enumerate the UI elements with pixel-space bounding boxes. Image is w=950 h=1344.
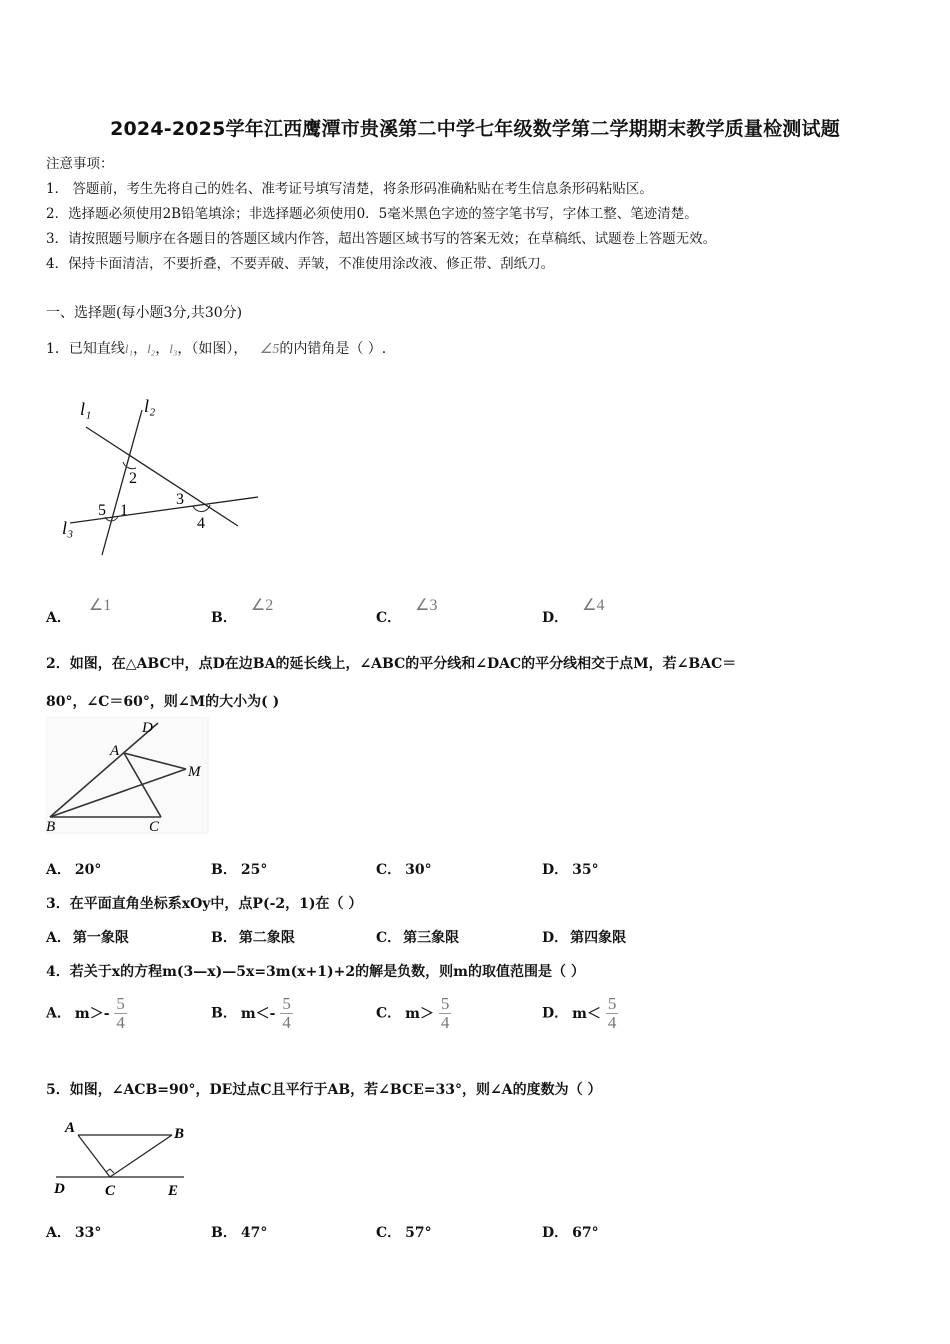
q1-line-l2: l₂ bbox=[147, 341, 156, 356]
q1-fig-l3: l₃ bbox=[62, 518, 74, 538]
q4-option-a[interactable]: A． m＞- $\frac{5}{4}$ bbox=[46, 994, 125, 1032]
q5-fig-A: A bbox=[65, 1120, 76, 1136]
question-1-stem bbox=[46, 338, 386, 358]
question-4-stem: 4．若关于x的方程m(3—x)—5x=3m(x+1)+2的解是负数，则m的取值范围是（ ） bbox=[46, 964, 585, 980]
q1-fig-angle-5: 5 bbox=[98, 502, 106, 519]
q5-figure bbox=[50, 1115, 200, 1201]
q5-line-bc bbox=[110, 1135, 172, 1177]
q1-fig-angle-4: 4 bbox=[197, 515, 205, 532]
q2-option-c[interactable]: C． 30° bbox=[376, 862, 432, 878]
section-heading: 一、选择题(每小题3分,共30分) bbox=[46, 305, 243, 321]
note-item: 1． 答题前，考生先将自己的姓名、准考证号填写清楚，将条形码准确粘贴在考生信息条形码粘贴区。 bbox=[46, 181, 653, 197]
q2-option-d[interactable]: D． 35° bbox=[542, 862, 599, 878]
question-3-stem: 3．在平面直角坐标系xOy中，点P(-2，1)在（ ） bbox=[46, 896, 363, 912]
q2-fig-D: D bbox=[142, 720, 153, 736]
q1-fig-angle-2: 2 bbox=[129, 470, 137, 487]
q1-sep: ， bbox=[155, 341, 170, 357]
question-5-stem: 5．如图，∠ACB=90°，DE过点C且平行于AB，若∠BCE=33°，则∠A的度数为（ ） bbox=[46, 1082, 602, 1098]
q1-fig-l2: l₂ bbox=[144, 396, 156, 416]
q1-fig-angle-3: 3 bbox=[176, 491, 184, 508]
q4-option-d[interactable]: D． m＜ $\frac{5}{4}$ bbox=[542, 994, 617, 1032]
q1-fig-l1: l₁ bbox=[80, 399, 92, 419]
q1-fig-angle-1: 1 bbox=[120, 502, 128, 519]
q2-fig-A: A bbox=[110, 743, 120, 759]
question-2-stem-line1: 2．如图，在△ABC中，点D在边BA的延长线上，∠ABC的平分线和∠DAC的平分线相交于点M，若∠BAC＝ bbox=[46, 656, 737, 672]
q4-option-b[interactable]: B． m＜- $\frac{5}{4}$ bbox=[211, 994, 291, 1032]
q1-sep: ， bbox=[133, 341, 148, 357]
q4-fraction: $\frac{5}{4}$ bbox=[282, 994, 291, 1032]
q3-option-a[interactable]: A． 第一象限 bbox=[46, 930, 129, 946]
q2-option-a[interactable]: A． 20° bbox=[46, 862, 102, 878]
q1-suffix: 的内错角是（ ）. bbox=[279, 341, 387, 357]
angle-2-arc bbox=[123, 462, 136, 469]
q1-prefix: 1．已知直线 bbox=[46, 341, 125, 357]
q1-line-l3: l₃ bbox=[169, 341, 178, 356]
q3-option-d[interactable]: D． 第四象限 bbox=[542, 930, 627, 946]
q1-mid: ，（如图）， bbox=[177, 341, 248, 357]
q1-option-d[interactable]: D．∠4 bbox=[542, 597, 605, 626]
question-2-stem-line2: 80°，∠C＝60°，则∠M的大小为( ) bbox=[46, 694, 280, 710]
q2-figure bbox=[46, 717, 211, 835]
q4-option-c[interactable]: C． m＞ $\frac{5}{4}$ bbox=[376, 994, 450, 1032]
q1-line-l1 bbox=[86, 427, 238, 526]
q5-option-c[interactable]: C． 57° bbox=[376, 1225, 432, 1241]
q3-option-b[interactable]: B． 第二象限 bbox=[211, 930, 295, 946]
note-item: 3．请按照题号顺序在各题目的答题区域内作答，超出答题区域书写的答案无效；在草稿纸、试题卷上答题无效。 bbox=[46, 231, 717, 247]
q5-fig-D: D bbox=[54, 1181, 65, 1197]
q1-line-l1: l₁ bbox=[124, 341, 134, 356]
q5-option-d[interactable]: D． 67° bbox=[542, 1225, 599, 1241]
note-item: 4．保持卡面清洁，不要折叠，不要弄破、弄皱，不准使用涂改液、修正带、刮纸刀。 bbox=[46, 256, 555, 272]
q1-option-b[interactable]: B．∠2 bbox=[211, 597, 274, 626]
note-item: 2．选择题必须使用2B铅笔填涂；非选择题必须使用0．5毫米黑色字迹的签字笔书写，字体工整、笔迹清楚。 bbox=[46, 206, 698, 222]
q4-fraction: $\frac{5}{4}$ bbox=[440, 994, 450, 1032]
q3-option-c[interactable]: C． 第三象限 bbox=[376, 930, 460, 946]
q5-option-b[interactable]: B． 47° bbox=[211, 1225, 268, 1241]
q2-figure-bg bbox=[46, 717, 208, 833]
q1-figure bbox=[50, 390, 270, 565]
page-title: 2024-2025学年江西鹰潭市贵溪第二中学七年级数学第二学期期末教学质量检测试题 bbox=[110, 118, 840, 140]
q2-option-b[interactable]: B． 25° bbox=[211, 862, 268, 878]
notes-heading: 注意事项： bbox=[46, 156, 114, 172]
q1-angle: ∠5 bbox=[259, 342, 280, 357]
q5-option-a[interactable]: A． 33° bbox=[46, 1225, 102, 1241]
q5-fig-B: B bbox=[174, 1126, 185, 1142]
q5-line-ac bbox=[78, 1135, 110, 1177]
q1-option-c[interactable]: C．∠3 bbox=[376, 597, 438, 626]
q4-fraction: $\frac{5}{4}$ bbox=[116, 994, 125, 1032]
q1-option-a[interactable]: A．∠1 bbox=[46, 597, 112, 626]
q5-fig-C: C bbox=[105, 1183, 116, 1199]
q2-fig-B: B bbox=[46, 819, 56, 835]
q2-fig-C: C bbox=[149, 819, 160, 835]
q4-fraction: $\frac{5}{4}$ bbox=[607, 994, 617, 1032]
q2-fig-M: M bbox=[188, 764, 201, 780]
q5-fig-E: E bbox=[168, 1183, 179, 1199]
